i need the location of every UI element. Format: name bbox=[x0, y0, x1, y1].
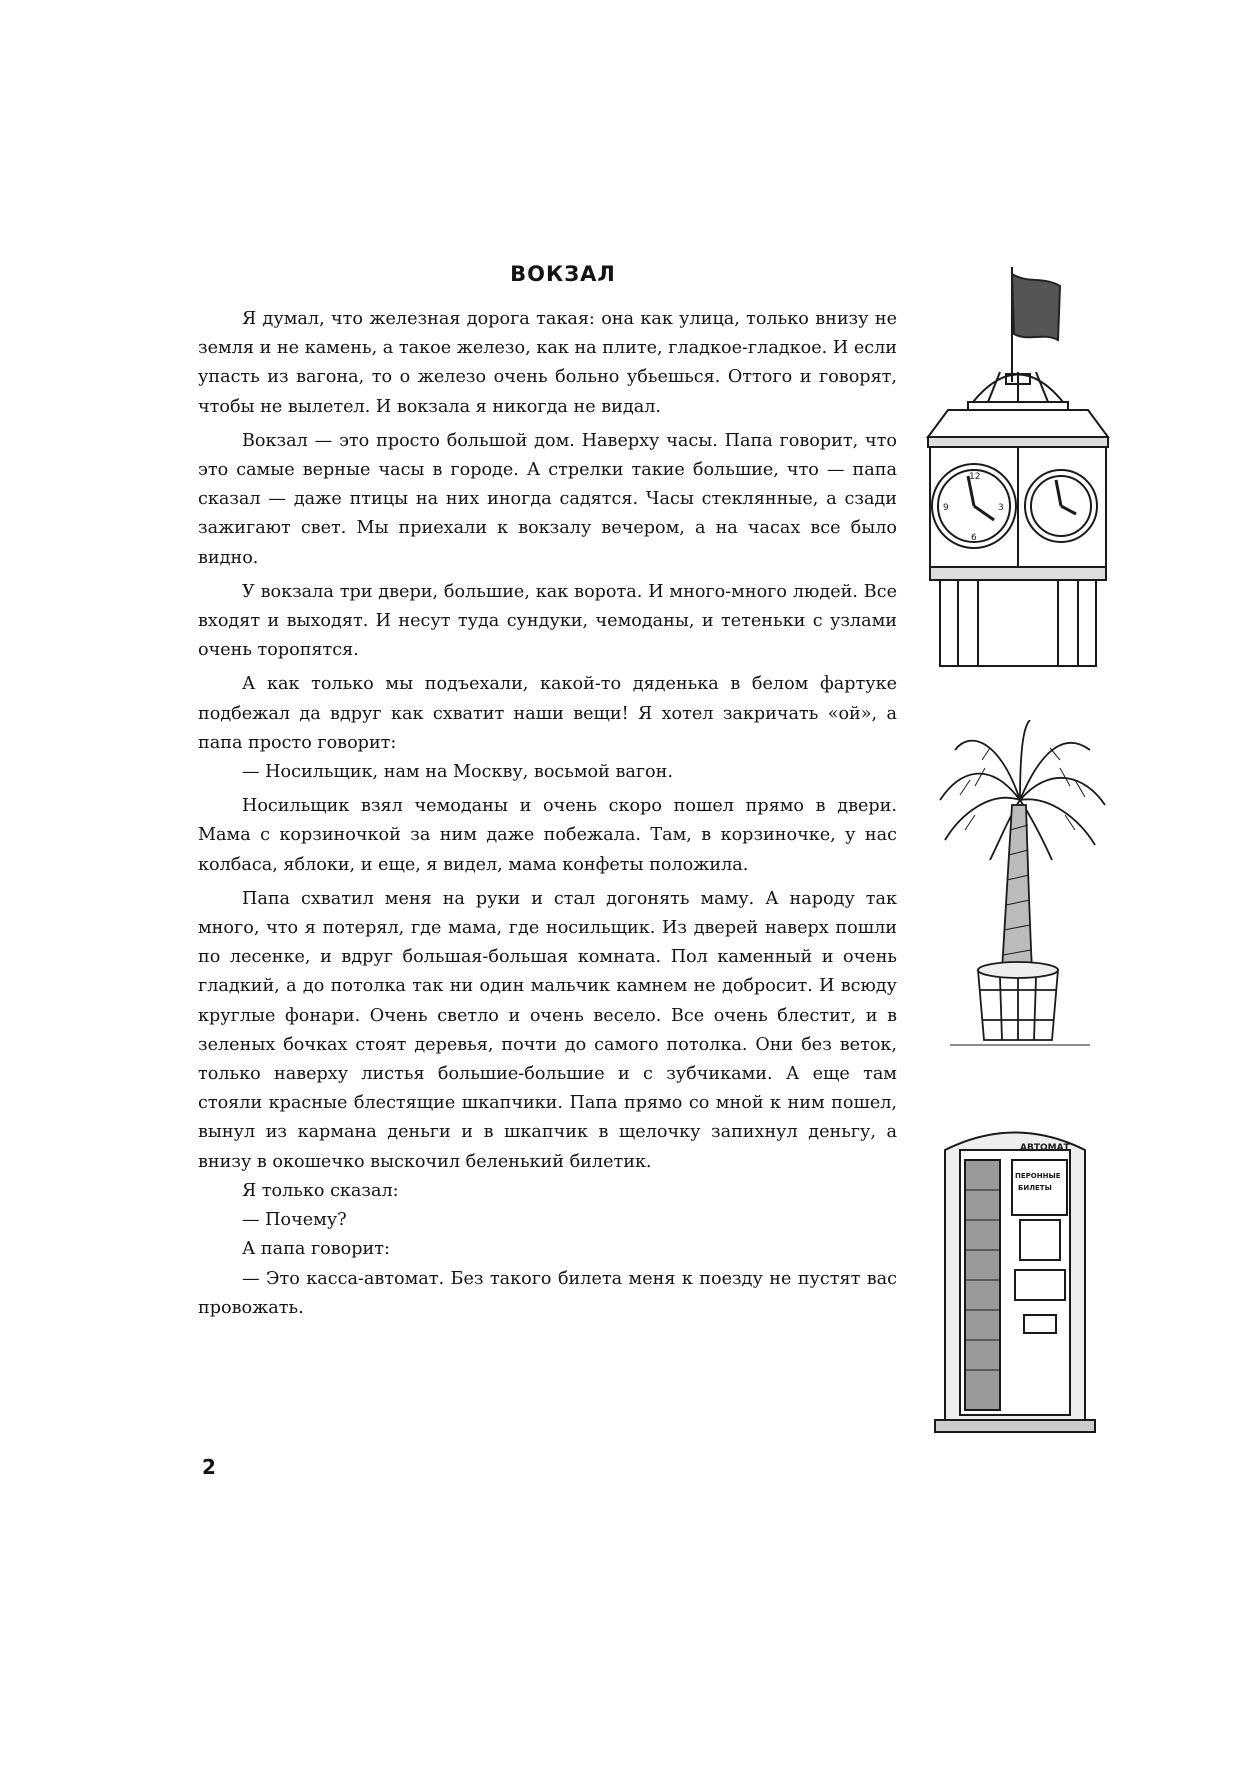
paragraph: У вокзала три двери, большие, как ворота. И много-много людей. Все входят и выходят. И несут туда сундуки, чемоданы, и тетеньки с узлами очень торопятся. bbox=[198, 581, 897, 661]
clock-tower-illustration bbox=[918, 262, 1118, 672]
paragraph: А папа говорит: bbox=[242, 1239, 390, 1260]
dialogue-line: — Это касса-автомат. Без такого билета меня к поезду не пустят вас провожать. bbox=[198, 1268, 897, 1318]
svg-text:3: 3 bbox=[998, 503, 1004, 513]
ticket-machine-icon bbox=[920, 1120, 1110, 1440]
ticket-machine-illustration bbox=[920, 1120, 1110, 1440]
paragraph: Я только сказал: bbox=[242, 1180, 399, 1201]
ticket-machine-label: БИЛЕТЫ bbox=[1018, 1184, 1052, 1192]
clock-tower-icon bbox=[918, 262, 1118, 672]
chapter-text bbox=[198, 305, 897, 1323]
paragraph: Я думал, что железная дорога такая: она как улица, только внизу не земля и не камень, а такое железо, как на плите, гладкое-гладкое. И если упасть из вагона, то о железо очень больно убьешься. Оттого и говорят, чтобы не вылетел. И вокзала я никогда не видал. bbox=[198, 309, 897, 417]
svg-text:12: 12 bbox=[969, 472, 981, 482]
chapter-title: ВОКЗАЛ bbox=[510, 262, 616, 286]
dialogue-line: — Почему? bbox=[242, 1210, 347, 1231]
palm-tree-illustration bbox=[930, 720, 1110, 1060]
dialogue-line: — Носильщик, нам на Москву, восьмой вагон. bbox=[242, 762, 673, 783]
ticket-machine-sign: АВТОМАТ bbox=[1020, 1143, 1070, 1153]
paragraph: Носильщик взял чемоданы и очень скоро пошел прямо в двери. Мама с корзиночкой за ним даже побежала. Там, в корзиночке, у нас колбаса, яблоки, и еще, я видел, мама конфеты положила. bbox=[198, 796, 897, 875]
paragraph: Вокзал — это просто большой дом. Наверху часы. Папа говорит, что это самые верные часы в городе. А стрелки такие большие, что — папа сказал — даже птицы на них иногда садятся. Часы стеклянные, а сзади зажигают свет. Мы приехали к вокзалу вечером, а на часах все было видно. bbox=[198, 430, 897, 568]
ticket-machine-label: ПЕРОННЫЕ bbox=[1015, 1172, 1061, 1180]
svg-text:6: 6 bbox=[971, 533, 977, 543]
paragraph: А как только мы подъехали, какой-то дяденька в белом фартуке подбежал да вдруг как схватит наши вещи! Я хотел закричать «ой», а папа просто говорит: bbox=[198, 674, 897, 753]
svg-text:9: 9 bbox=[943, 503, 949, 513]
palm-tree-icon bbox=[930, 720, 1110, 1060]
page-number: 2 bbox=[202, 1455, 216, 1479]
paragraph: Папа схватил меня на руки и стал догонять маму. А народу так много, что я потерял, где мама, где носильщик. Из дверей наверх пошли по лесенке, и вдруг большая-большая комната. Пол каменный и очень гладкий, а до потолка так ни один мальчик камнем не добросит. И всюду круглые фонари. Очень светло и очень весело. Все очень блестит, и в зеленых бочках стоят деревья, почти до самого потолка. Они без веток, только наверху листья большие-большие и с зубчиками. А еще там стояли красные блестящие шкапчики. Папа прямо со мной к ним пошел, вынул из кармана деньги и в шкапчик в щелочку запихнул деньгу, а внизу в окошечко выскочил беленький билетик. bbox=[198, 888, 897, 1172]
